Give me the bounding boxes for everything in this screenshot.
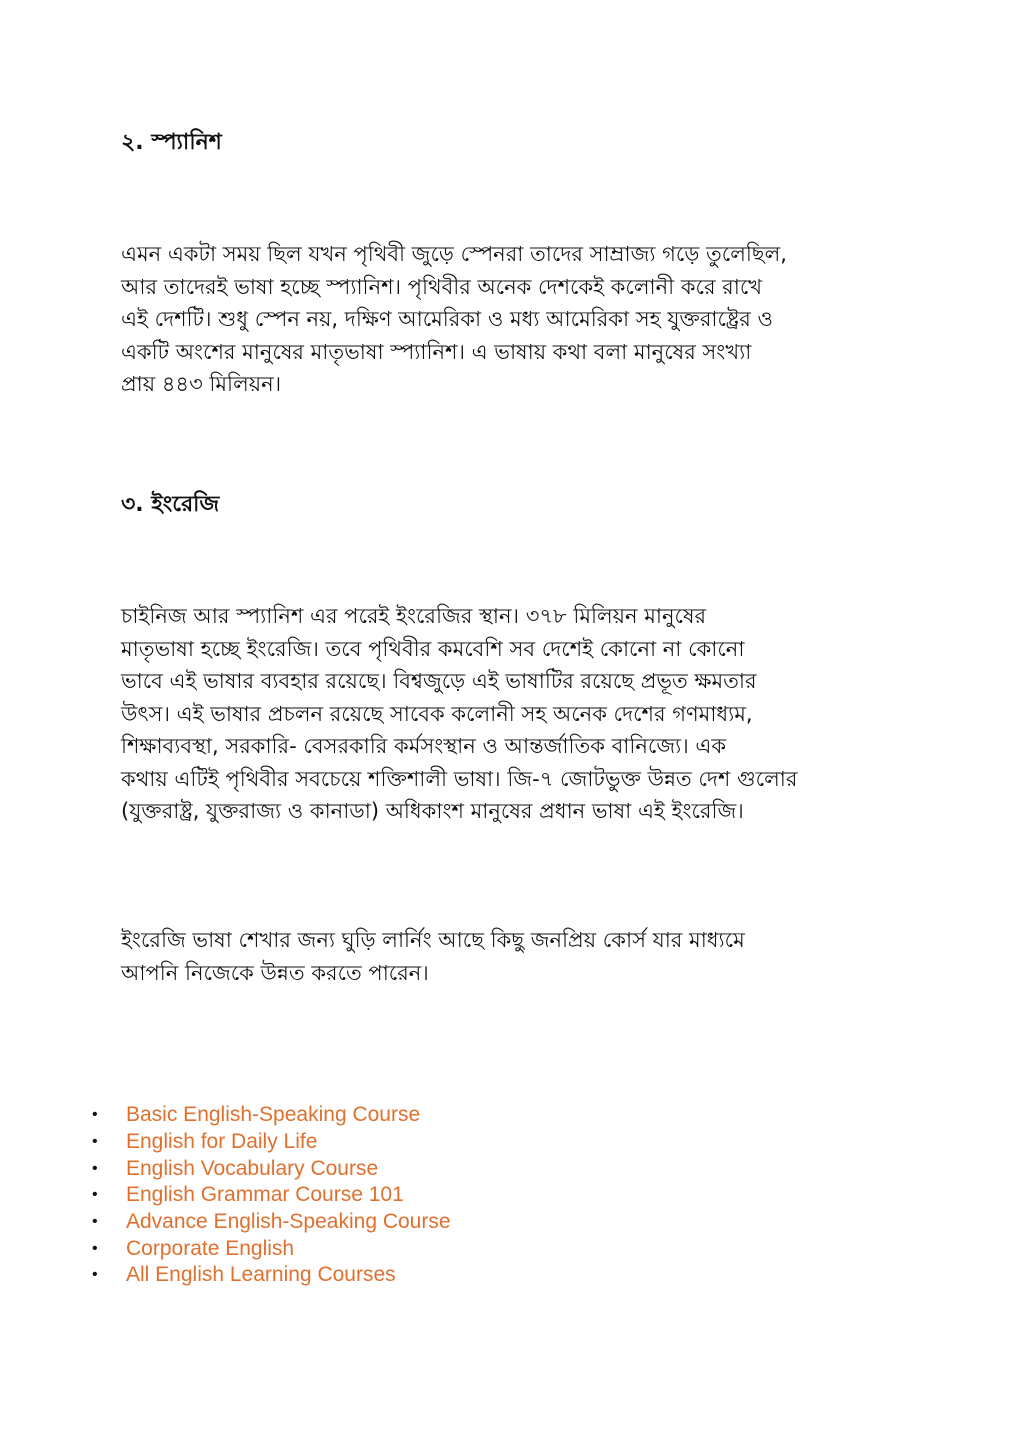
bullet-icon: • [92, 1213, 98, 1231]
paragraph-ghoori-courses: ইংরেজি ভাষা শেখার জন্য ঘুড়ি লার্নিং আছে কিছু জনপ্রিয় কোর্স যার মাধ্যমে আপনি নিজেকে উন্নত করতে পারেন। [121, 928, 745, 985]
bullet-icon: • [92, 1159, 98, 1177]
course-list-item [90, 1155, 451, 1182]
bullet-icon: • [92, 1266, 98, 1284]
section-heading-spanish: ২. স্প্যানিশ [121, 130, 222, 155]
paragraph-english: চাইনিজ আর স্প্যানিশ এর পরেই ইংরেজির স্থান। ৩৭৮ মিলিয়ন মানুষের মাতৃভাষা হচ্ছে ইংরেজি। তবে পৃথিবীর কমবেশি সব দেশেই কোনো না কোনো ভাবে এই ভাষার ব্যবহার রয়েছে। বিশ্বজুড়ে এই ভাষাটির রয়েছে প্রভূত ক্ষমতার উৎস। এই ভাষার প্রচলন রয়েছে সাবেক কলোনী সহ অনেক দেশের গণমাধ্যম, শিক্ষাব্যবস্থা, সরকারি- বেসরকারি কর্মসংস্থান ও আন্তর্জাতিক বানিজ্যে। এক কথায় এটিই পৃথিবীর সবচেয়ে শক্তিশালী ভাষা। জি-৭ জোটভুক্ত উন্নত দেশ গুলোর (যুক্তরাষ্ট্র, যুক্তরাজ্য ও কানাডা) অধিকাংশ মানুষের প্রধান ভাষা এই ইংরেজি। [121, 604, 798, 823]
bullet-icon: • [92, 1106, 98, 1124]
course-link-corporate-english[interactable]: Corporate English [126, 1236, 295, 1260]
course-list-item [90, 1102, 451, 1129]
paragraph-spanish: এমন একটা সময় ছিল যখন পৃথিবী জুড়ে স্পেনরা তাদের সাম্রাজ্য গড়ে তুলেছিল, আর তাদেরই ভাষা হচ্ছে স্প্যানিশ। পৃথিবীর অনেক দেশকেই কলোনী করে রাখে এই দেশটি। শুধু স্পেন নয়, দক্ষিণ আমেরিকা ও মধ্য আমেরিকা সহ যুক্তরাষ্ট্রের ও একটি অংশের মানুষের মাতৃভাষা স্প্যানিশ। এ ভাষায় কথা বলা মানুষের সংখ্যা প্রায় ৪৪৩ মিলিয়ন। [121, 242, 787, 396]
course-list-item [90, 1209, 451, 1236]
bullet-icon: • [92, 1186, 98, 1204]
course-list [90, 1102, 451, 1289]
course-link-english-grammar-101[interactable]: English Grammar Course 101 [126, 1183, 404, 1207]
course-list-item [90, 1182, 451, 1209]
course-link-english-for-daily-life[interactable]: English for Daily Life [126, 1130, 318, 1154]
course-link-all-english-learning[interactable]: All English Learning Courses [126, 1263, 396, 1287]
course-list-item [90, 1262, 451, 1289]
course-list-item [90, 1235, 451, 1262]
bullet-icon: • [92, 1133, 98, 1151]
course-link-basic-english-speaking[interactable]: Basic English-Speaking Course [126, 1103, 421, 1127]
bullet-icon: • [92, 1239, 98, 1257]
course-list-item [90, 1129, 451, 1156]
course-link-advance-english-speaking[interactable]: Advance English-Speaking Course [126, 1210, 451, 1234]
course-link-english-vocabulary[interactable]: English Vocabulary Course [126, 1156, 379, 1180]
section-heading-english: ৩. ইংরেজি [121, 492, 220, 517]
